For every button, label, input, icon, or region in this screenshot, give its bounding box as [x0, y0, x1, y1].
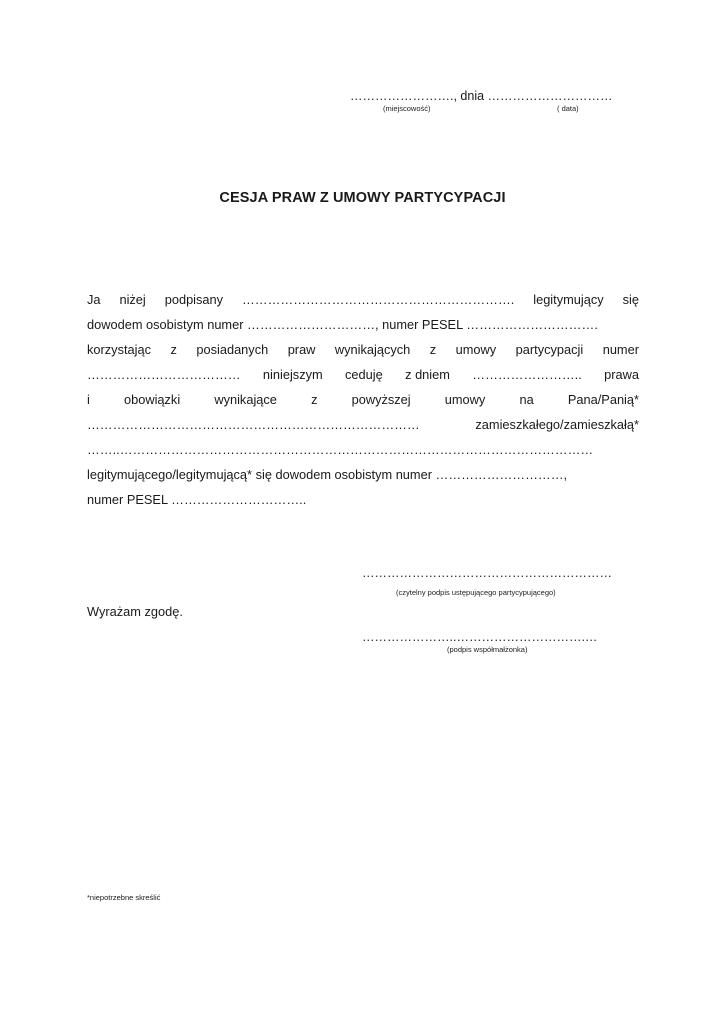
- assignor-signature-label: (czytelny podpis ustępującego partycypującego): [396, 588, 556, 597]
- consent-text: Wyrażam zgodę.: [87, 604, 183, 619]
- body-line-2: dowodem osobistym numer …………………………, numer PESEL ………………………….: [87, 317, 598, 332]
- date-label: ( data): [557, 104, 579, 113]
- assignor-signature-line: ……………………………………………………: [362, 566, 612, 580]
- body-line-1: Ja niżej podpisany ………………………………………………………. legitymujący się: [87, 292, 639, 307]
- spouse-signature-line: …………………..………………………….…: [362, 630, 598, 644]
- body-line-4: ……………………………… niniejszym ceduję z dniem …………………….. prawa: [87, 367, 639, 382]
- body-line-8: legitymującego/legitymującą* się dowodem osobistym numer …………………………,: [87, 467, 568, 482]
- place-label: (miejscowość): [383, 104, 431, 113]
- body-line-6: …………………………………………………………………… zamieszkałego/zamieszkałą*: [87, 417, 639, 432]
- spouse-signature-label: (podpis współmałżonka): [447, 645, 528, 654]
- footnote: *niepotrzebne skreślić: [87, 893, 161, 902]
- body-line-3: korzystając z posiadanych praw wynikających z umowy partycypacji numer: [87, 342, 639, 357]
- body-line-7: ……..…………………………………………………………………………………………………: [87, 442, 594, 457]
- document-title: CESJA PRAW Z UMOWY PARTYCYPACJI: [219, 190, 506, 206]
- body-line-9: numer PESEL …………………………..: [87, 492, 307, 507]
- place-date-line: ……………………., dnia …………………………: [350, 89, 613, 103]
- body-line-5: i obowiązki wynikające z powyższej umowy na Pana/Panią*: [87, 392, 639, 407]
